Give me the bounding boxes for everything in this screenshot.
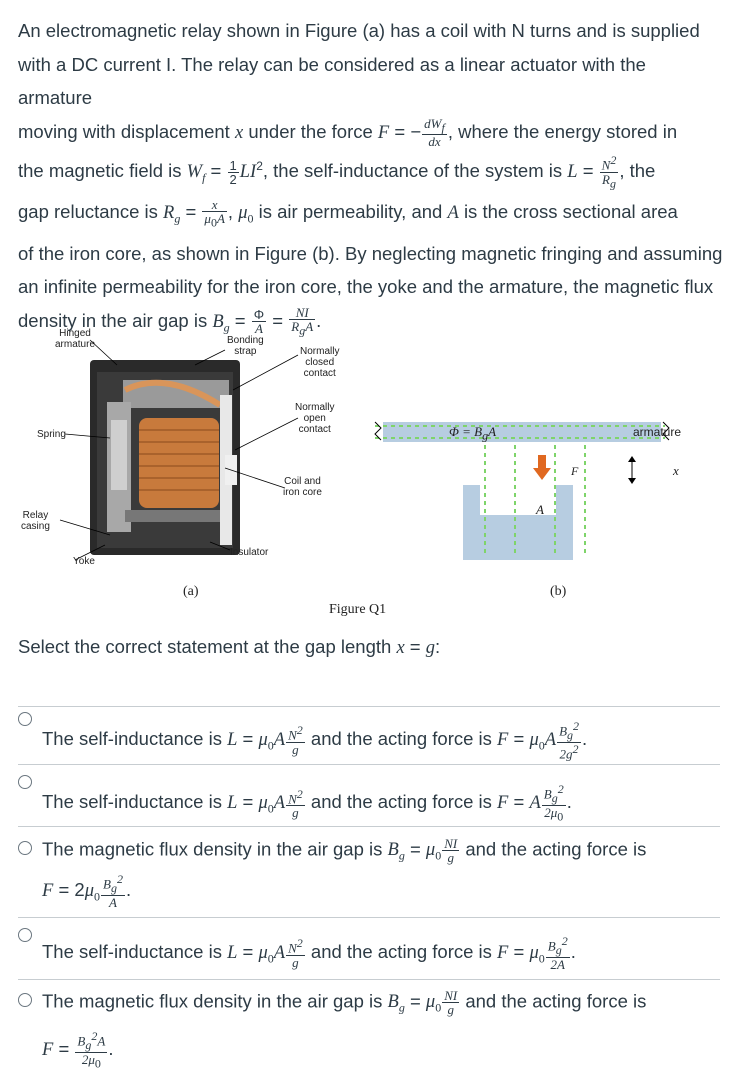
radio-option-3[interactable] [18, 841, 32, 855]
label-area: A [536, 502, 544, 517]
label-armature: armature [633, 425, 682, 439]
figure-title: Figure Q1 [329, 602, 387, 617]
option-4-text1: The self-inductance is [42, 940, 222, 962]
option-1-text2: and the acting force is [310, 728, 492, 750]
label-force: F [571, 464, 579, 478]
label-relay-casing: Relay casing [21, 510, 50, 532]
option-5-text1: The magnetic flux density in the air gap is [42, 990, 383, 1012]
radio-option-4[interactable] [18, 928, 32, 942]
option-5-text2: and the acting force is [465, 990, 647, 1012]
label-x: x [673, 463, 679, 478]
option-3-text2: and the acting force is [465, 838, 647, 860]
label-yoke: Yoke [73, 556, 95, 567]
label-bonding-strap: Bonding strap [227, 335, 264, 357]
figure-q1 [15, 310, 720, 630]
answer-option-4[interactable]: The self-inductance is $L = \mu_0A$ $\frac{N^2}{g}$ and the acting force is $F = \mu_0$ $\frac{B_g^2}{2A}$ . [18, 917, 720, 980]
option-4-text2: and the acting force is [310, 940, 492, 962]
answer-option-1[interactable]: The self-inductance is $L = \mu_0A$ $\frac{N^2}{g}$ and the acting force is $F = \mu_0A$ $\frac{B_g^2}{2g^2}$ . [18, 706, 720, 765]
question-text: An electromagnetic relay shown in Figure (a) has a coil with N turns and is supplied with a DC current I. The relay can be considered as a linear actuator with the armature moving with displacement x under the force F = − $\frac{dW_f}{dx}$ , where the energy stored in the magnetic field is $W_f$ = $\frac{1}{2}$ $LI^2$, the self-inductance of the system is L = $\frac{N^2}{R_g}$ , the gap reluctance is $R_g$ = $\frac{x}{\mu_0A}$ , $\mu_0$ is air permeability, and A is the cross sectional area of the iron core, as shown in Figure (b). By neglecting magnetic fringing and assuming an infinite permeability for the iron core, the yoke and the armature, the magnetic flux density in the air gap is $B_g$ = $\frac{\Phi}{A}$ = $\frac{NI}{R_gA}$ . [18, 20, 723, 338]
answer-option-3[interactable]: The magnetic flux density in the air gap is $B_g = \mu_0$ $\frac{NI}{g}$ and the acting force is $F = 2\mu_0$ $\frac{B_g^2}{A}$ . [18, 826, 720, 918]
label-hinged-armature: Hinged armature [55, 328, 96, 350]
answer-option-2[interactable]: The self-inductance is $L = \mu_0A$ $\frac{N^2}{g}$ and the acting force is F = A $\frac{B_g^2}{2\mu_0}$ . [18, 764, 720, 827]
label-normally-open: Normally open contact [295, 402, 335, 435]
label-coil-core: Coil and iron core [283, 476, 322, 498]
label-insulator: Insulator [230, 547, 269, 558]
caption-a: (a) [183, 584, 199, 599]
answer-option-5[interactable]: The magnetic flux density in the air gap is $B_g = \mu_0$ $\frac{NI}{g}$ and the acting force is F = $\frac{B_g^2A}{2\mu_0}$ . [18, 979, 720, 1084]
option-1-text1: The self-inductance is [42, 728, 222, 750]
radio-option-1[interactable] [18, 712, 32, 726]
option-2-text2: and the acting force is [310, 791, 492, 813]
prompt: Select the correct statement at the gap length x = g: [18, 636, 441, 658]
radio-option-5[interactable] [18, 993, 32, 1007]
label-normally-closed: Normally closed contact [300, 346, 340, 379]
relay-photo [15, 310, 720, 630]
label-flux: $\Phi = B_gA$ [449, 424, 497, 443]
caption-b: (b) [550, 584, 567, 599]
radio-option-2[interactable] [18, 775, 32, 789]
option-2-text1: The self-inductance is [42, 791, 222, 813]
option-3-text1: The magnetic flux density in the air gap is [42, 838, 383, 860]
label-spring: Spring [37, 429, 66, 440]
